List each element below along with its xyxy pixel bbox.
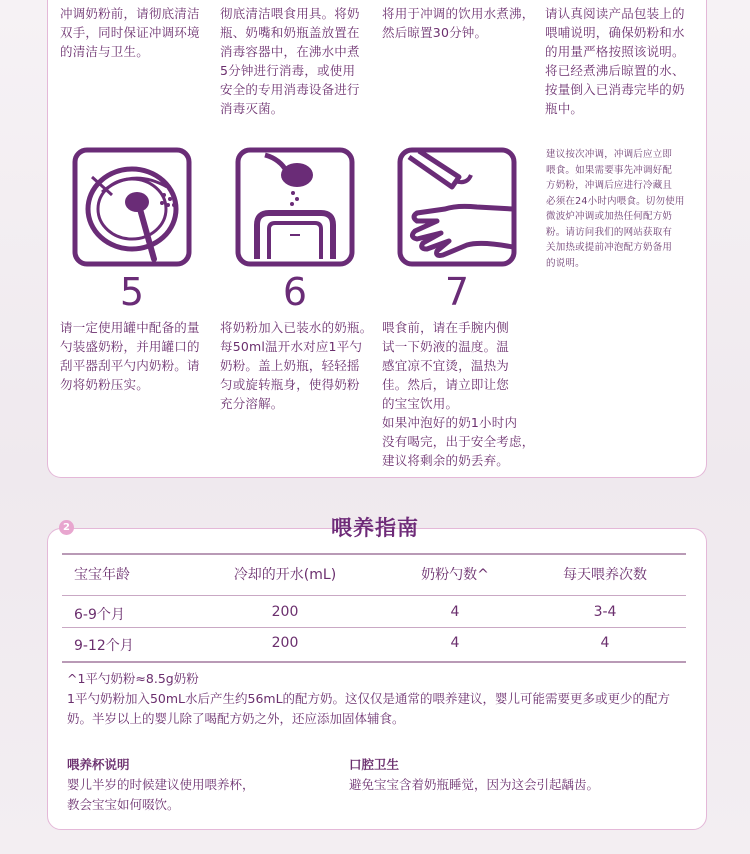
instruction-col3: 将用于冲调的饮用水煮沸， 然后晾置30分钟。 bbox=[382, 6, 535, 40]
footnote-scoop-weight: ^1平勺奶粉≈8.5g奶粉 bbox=[67, 671, 199, 686]
step-number-5: 5 bbox=[119, 270, 145, 314]
side-note: 建议按次冲调，冲调后应立即 喂食。如果需要事先冲调好配 方奶粉，冲调后应进行冷藏且 必须在24小时内喂食。切勿使用 微波炉冲调或加热任何配方奶 粉。请访问我们的网站获取有 关加热或提前冲泡配方奶备用 的说明。 bbox=[546, 149, 685, 269]
instruction-col2: 彻底清洁喂食用具。将奶 瓶、奶嘴和奶瓶盖放置在 消毒容器中，在沸水中煮 5分钟进行消毒，或使用 安全的专用消毒设备进行 消毒灭菌。 bbox=[220, 6, 360, 116]
step-number-7: 7 bbox=[444, 270, 470, 314]
footnote-line-2: 奶。半岁以上的婴儿除了喝配方奶之外，还应添加固体辅食。 bbox=[67, 711, 405, 726]
step-number-6: 6 bbox=[282, 270, 308, 314]
row-rule bbox=[62, 627, 686, 628]
step-7-text: 喂食前，请在手腕内侧 试一下奶液的温度。温 感宜凉不宜烫，温热为 佳。然后，请立即让您 的宝宝饮用。 如果冲泡好的奶1小时内 没有喝完，出于安全考虑， 建议将剩余的奶丢弃。 bbox=[382, 320, 535, 468]
header-water: 冷却的开水(mL) bbox=[233, 567, 337, 583]
oral-section-title: 口腔卫生 bbox=[349, 757, 400, 772]
step-6-text: 将奶粉加入已装水的奶瓶。 每50ml温开水对应1平勺 奶粉。盖上奶瓶，轻轻摇 匀或旋转瓶身，使得奶粉 充分溶解。 bbox=[220, 320, 373, 411]
cup-section-line-1: 婴儿半岁的时候建议使用喂养杯， bbox=[67, 777, 255, 792]
table-top-rule bbox=[62, 553, 686, 555]
add-powder-bottle-icon bbox=[235, 147, 355, 267]
wrist-test-icon bbox=[397, 147, 517, 267]
section-title: 喂养指南 bbox=[331, 516, 419, 540]
instruction-col4: 请认真阅读产品包装上的 喂哺说明，确保奶粉和水 的用量严格按照该说明。 将已经煮沸后晾置的水、 按量倒入已消毒完毕的奶 瓶中。 bbox=[545, 6, 685, 116]
oral-section-line-1: 避免宝宝含着奶瓶睡觉，因为这会引起龋齿。 bbox=[349, 777, 600, 792]
cup-section-line-2: 教会宝宝如何啜饮。 bbox=[67, 797, 180, 812]
header-rule bbox=[62, 595, 686, 596]
cup-section-title: 喂养杯说明 bbox=[67, 757, 130, 772]
section-number-badge: 2 bbox=[59, 520, 74, 535]
header-scoops: 奶粉勺数^ bbox=[421, 567, 489, 583]
footnote-line-1: 1平勺奶粉加入50mL水后产生约56mL的配方奶。这仅仅是通常的喂养建议，婴儿可能需要更多或更少的配方 bbox=[67, 691, 671, 706]
table-bottom-rule bbox=[62, 661, 686, 663]
step-5-text: 请一定使用罐中配备的量 勺装盛奶粉，并用罐口的 刮平器刮平勺内奶粉。请 勿将奶粉压实。 bbox=[60, 320, 200, 392]
header-age: 宝宝年龄 bbox=[74, 567, 130, 583]
instruction-col1: 冲调奶粉前，请彻底清洁 双手，同时保证冲调环境 的清洁与卫生。 bbox=[60, 6, 200, 59]
scoop-leveling-icon bbox=[72, 147, 192, 267]
header-feeds: 每天喂养次数 bbox=[563, 567, 647, 583]
